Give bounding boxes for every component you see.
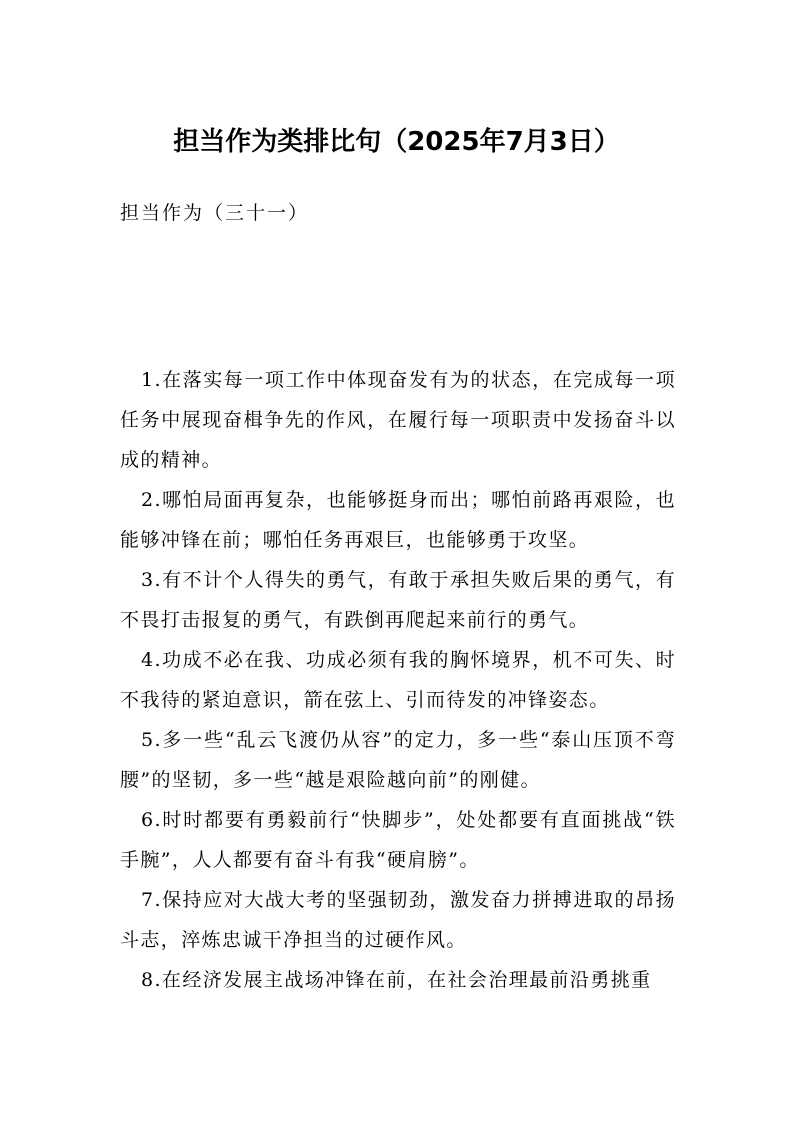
paragraph-4: 4.功成不必在我、功成必须有我的胸怀境界，机不可失、时不我待的紧迫意识，箭在弦上、引而待发的冲锋姿态。 [120,649,676,711]
paragraph-7: 7.保持应对大战大考的坚强韧劲，激发奋力拼搏进取的昂扬斗志，淬炼忠诚干净担当的过硬作风。 [120,889,676,951]
document-subtitle: 担当作为（三十一） [120,202,310,224]
paragraph-5: 5.多一些“乱云飞渡仍从容”的定力，多一些“泰山压顶不弯腰”的坚韧，多一些“越是艰险越向前”的刚健。 [120,729,676,791]
paragraph-3: 3.有不计个人得失的勇气，有敢于承担失败后果的勇气，有不畏打击报复的勇气，有跌倒再爬起来前行的勇气。 [120,569,676,631]
document-body [120,360,676,1000]
paragraph-6: 6.时时都要有勇毅前行“快脚步”，处处都要有直面挑战“铁手腕”，人人都要有奋斗有我“硬肩膀”。 [120,809,676,871]
paragraph-1: 1.在落实每一项工作中体现奋发有为的状态，在完成每一项任务中展现奋楫争先的作风，在履行每一项职责中发扬奋斗以成的精神。 [120,369,676,471]
document-title: 担当作为类排比句（2025年7月3日） [173,127,620,157]
paragraph-2: 2.哪怕局面再复杂，也能够挺身而出；哪怕前路再艰险，也能够冲锋在前；哪怕任务再艰巨，也能够勇于攻坚。 [120,489,676,551]
paragraph-8: 8.在经济发展主战场冲锋在前，在社会治理最前沿勇挑重 [141,969,652,991]
